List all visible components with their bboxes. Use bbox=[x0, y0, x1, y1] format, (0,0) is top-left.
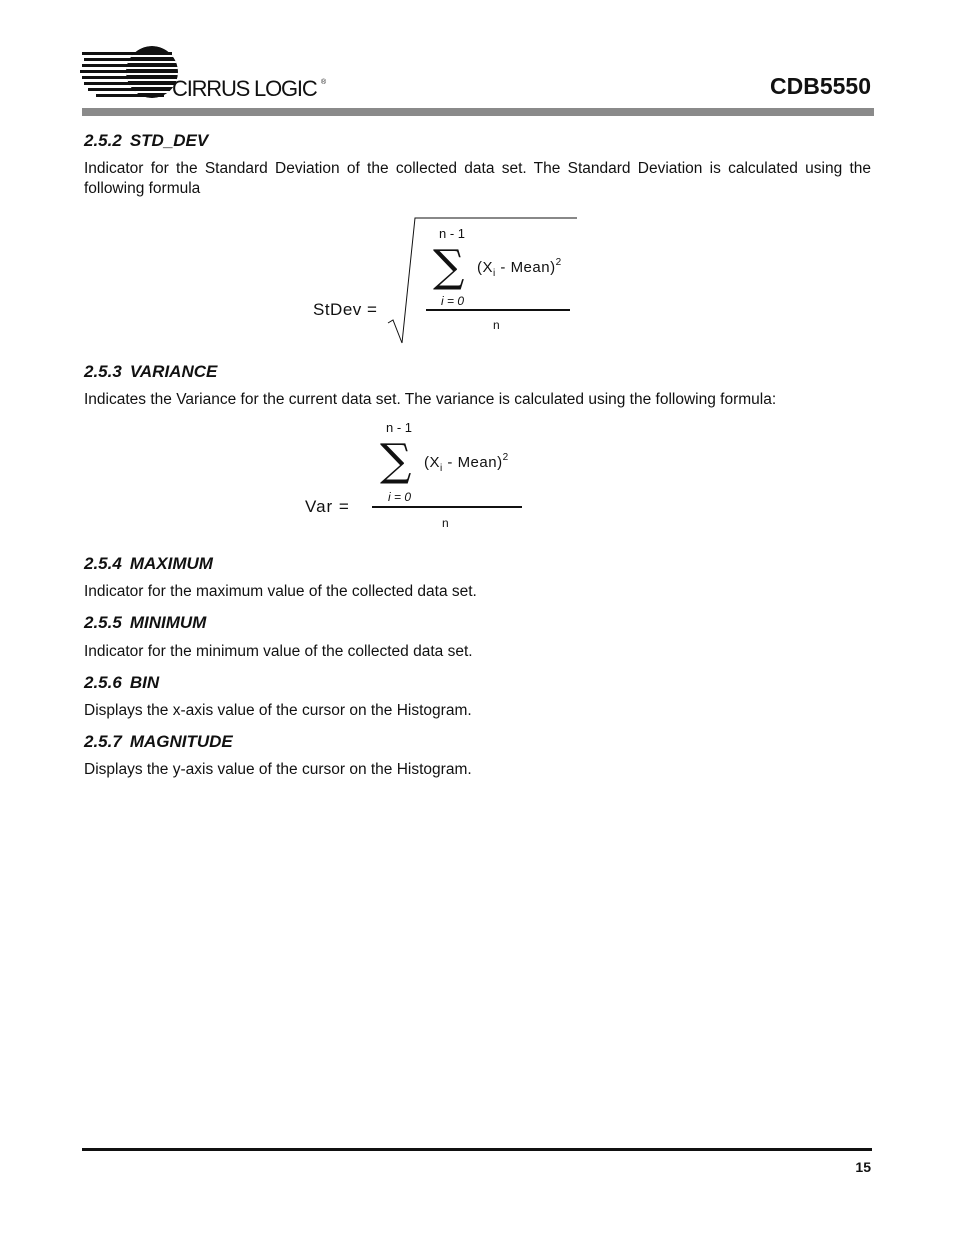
section-heading-variance bbox=[84, 362, 217, 382]
summand-open: (X bbox=[424, 454, 440, 471]
square-root-sign bbox=[385, 215, 580, 347]
section-title: STD_DEV bbox=[129, 131, 209, 150]
header-rule bbox=[82, 108, 874, 116]
document-id: CDB5550 bbox=[770, 73, 871, 99]
section-heading-minimum bbox=[84, 613, 206, 633]
var-sigma-symbol: ∑ bbox=[380, 435, 412, 486]
summand-subscript: i bbox=[440, 463, 443, 474]
section-body-maximum: Indicator for the maximum value of the collected data set. bbox=[84, 583, 477, 600]
section-body-std-dev: Indicator for the Standard Deviation of the collected data set. The Standard Deviation is calculated using the following formula bbox=[84, 160, 871, 197]
stdev-sigma-symbol: ∑ bbox=[433, 241, 465, 292]
var-upper-limit: n - 1 bbox=[386, 420, 413, 435]
summand-rest: - Mean) bbox=[442, 454, 503, 471]
section-title: VARIANCE bbox=[129, 362, 218, 381]
section-body-minimum: Indicator for the minimum value of the collected data set. bbox=[84, 643, 473, 660]
section-body-bin: Displays the x-axis value of the cursor on the Histogram. bbox=[84, 702, 472, 719]
stdev-summand bbox=[477, 257, 562, 279]
summand-subscript: i bbox=[493, 268, 496, 279]
section-number: 2.5.7 bbox=[84, 732, 122, 751]
page-number: 15 bbox=[855, 1159, 871, 1175]
stdev-fraction-bar bbox=[426, 309, 570, 311]
logo-globe-icon bbox=[80, 46, 180, 104]
section-number: 2.5.5 bbox=[84, 613, 122, 632]
section-heading-maximum bbox=[84, 554, 213, 574]
cirrus-logic-logo bbox=[80, 46, 340, 104]
section-number: 2.5.3 bbox=[84, 362, 122, 381]
section-body-magnitude: Displays the y-axis value of the cursor on the Histogram. bbox=[84, 761, 472, 778]
section-title: MAXIMUM bbox=[129, 554, 213, 573]
section-heading-bin bbox=[84, 673, 159, 693]
summand-rest: - Mean) bbox=[495, 259, 556, 276]
stdev-formula bbox=[300, 215, 600, 350]
variance-formula bbox=[300, 418, 540, 536]
section-number: 2.5.4 bbox=[84, 554, 122, 573]
var-lower-limit: i = 0 bbox=[388, 490, 412, 504]
var-lhs: Var = bbox=[305, 497, 350, 516]
var-denominator: n bbox=[442, 516, 449, 530]
summand-superscript: 2 bbox=[555, 257, 562, 268]
stdev-denominator: n bbox=[493, 318, 500, 332]
logo-registered-mark: ® bbox=[321, 79, 327, 86]
footer-rule bbox=[82, 1148, 872, 1151]
summand-superscript: 2 bbox=[502, 452, 509, 463]
section-heading-magnitude bbox=[84, 732, 233, 752]
section-body-variance: Indicates the Variance for the current data set. The variance is calculated using the following formula: bbox=[84, 391, 777, 408]
summand-open: (X bbox=[477, 259, 493, 276]
section-number: 2.5.6 bbox=[84, 673, 122, 692]
section-title: MINIMUM bbox=[129, 613, 207, 632]
section-title: BIN bbox=[129, 673, 160, 692]
logo-wordmark: CIRRUS LOGIC bbox=[172, 76, 317, 101]
var-summand bbox=[424, 452, 509, 474]
stdev-lower-limit: i = 0 bbox=[441, 294, 465, 308]
section-title: MAGNITUDE bbox=[129, 732, 233, 751]
section-number: 2.5.2 bbox=[84, 131, 122, 150]
var-fraction-bar bbox=[372, 506, 522, 508]
stdev-lhs: StDev = bbox=[313, 300, 378, 319]
section-heading-std-dev bbox=[84, 131, 208, 151]
stdev-upper-limit: n - 1 bbox=[439, 226, 466, 241]
